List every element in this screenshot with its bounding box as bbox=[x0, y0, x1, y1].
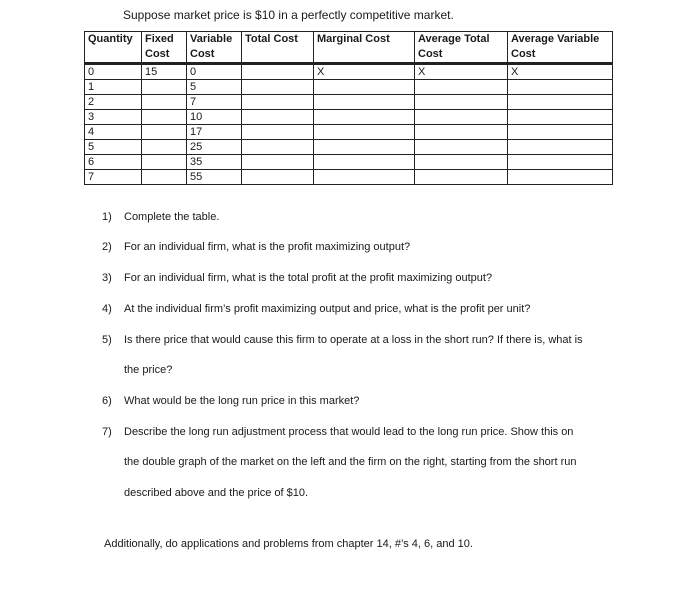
cell-average-total-cost bbox=[415, 110, 508, 125]
cell-quantity: 3 bbox=[85, 110, 142, 125]
cell-fixed-cost bbox=[142, 110, 187, 125]
cell-variable-cost: 55 bbox=[187, 170, 242, 185]
cell-fixed-cost bbox=[142, 170, 187, 185]
cell-total-cost bbox=[242, 155, 314, 170]
question-text-continued: described above and the price of $10. bbox=[124, 487, 309, 499]
cell-average-variable-cost bbox=[508, 155, 613, 170]
cell-average-variable-cost bbox=[508, 110, 613, 125]
table-row bbox=[85, 170, 613, 185]
cell-variable-cost: 10 bbox=[187, 110, 242, 125]
table-row bbox=[85, 140, 613, 155]
header-average-variable-cost: Average Variable Cost bbox=[508, 32, 613, 64]
cell-quantity: 2 bbox=[85, 95, 142, 110]
cell-average-variable-cost bbox=[508, 80, 613, 95]
table-row bbox=[85, 64, 613, 80]
cell-average-variable-cost: X bbox=[508, 64, 613, 80]
header-marginal-cost: Marginal Cost bbox=[314, 32, 415, 64]
cell-fixed-cost bbox=[142, 125, 187, 140]
question-text: Complete the table. bbox=[124, 211, 220, 223]
cell-total-cost bbox=[242, 110, 314, 125]
cell-fixed-cost: 15 bbox=[142, 64, 187, 80]
question-number: 7) bbox=[102, 426, 112, 438]
question-text-continued: the double graph of the market on the left and the firm on the right, starting from the short run bbox=[124, 456, 577, 468]
cell-marginal-cost bbox=[314, 95, 415, 110]
cell-total-cost bbox=[242, 140, 314, 155]
question-text: For an individual firm, what is the profit maximizing output? bbox=[124, 241, 411, 253]
cell-variable-cost: 5 bbox=[187, 80, 242, 95]
cell-quantity: 5 bbox=[85, 140, 142, 155]
cell-average-total-cost bbox=[415, 170, 508, 185]
table-row bbox=[85, 95, 613, 110]
cell-average-variable-cost bbox=[508, 170, 613, 185]
cell-average-total-cost: X bbox=[415, 64, 508, 80]
cell-quantity: 1 bbox=[85, 80, 142, 95]
table-row bbox=[85, 80, 613, 95]
cell-quantity: 6 bbox=[85, 155, 142, 170]
cell-variable-cost: 25 bbox=[187, 140, 242, 155]
cell-quantity: 4 bbox=[85, 125, 142, 140]
cell-variable-cost: 17 bbox=[187, 125, 242, 140]
question-number: 1) bbox=[102, 211, 112, 223]
additional-note: Additionally, do applications and problems from chapter 14, #’s 4, 6, and 10. bbox=[104, 538, 473, 550]
header-total-cost: Total Cost bbox=[242, 32, 314, 64]
table-header-row bbox=[85, 32, 613, 64]
question-text: Is there price that would cause this firm to operate at a loss in the short run? If there is, what is bbox=[124, 334, 583, 346]
header-variable-cost: Variable Cost bbox=[187, 32, 242, 64]
header-average-total-cost: Average Total Cost bbox=[415, 32, 508, 64]
question-text: Describe the long run adjustment process that would lead to the long run price. Show this on bbox=[124, 426, 574, 438]
question-text: At the individual firm’s profit maximizing output and price, what is the profit per unit? bbox=[124, 303, 531, 315]
question-text: For an individual firm, what is the total profit at the profit maximizing output? bbox=[124, 272, 493, 284]
cell-fixed-cost bbox=[142, 155, 187, 170]
cell-average-total-cost bbox=[415, 95, 508, 110]
cell-variable-cost: 0 bbox=[187, 64, 242, 80]
cell-quantity: 7 bbox=[85, 170, 142, 185]
cell-average-variable-cost bbox=[508, 95, 613, 110]
cell-total-cost bbox=[242, 125, 314, 140]
cell-fixed-cost bbox=[142, 95, 187, 110]
header-fixed-cost: Fixed Cost bbox=[142, 32, 187, 64]
cell-fixed-cost bbox=[142, 140, 187, 155]
question-text-continued: the price? bbox=[124, 364, 173, 376]
table-row bbox=[85, 155, 613, 170]
cell-marginal-cost: X bbox=[314, 64, 415, 80]
cell-average-total-cost bbox=[415, 140, 508, 155]
question-number: 6) bbox=[102, 395, 112, 407]
cell-average-variable-cost bbox=[508, 140, 613, 155]
intro-text: Suppose market price is $10 in a perfectly competitive market. bbox=[123, 8, 454, 22]
cell-variable-cost: 7 bbox=[187, 95, 242, 110]
cell-marginal-cost bbox=[314, 140, 415, 155]
cell-total-cost bbox=[242, 80, 314, 95]
cell-marginal-cost bbox=[314, 155, 415, 170]
cell-marginal-cost bbox=[314, 80, 415, 95]
cell-average-total-cost bbox=[415, 155, 508, 170]
header-quantity: Quantity bbox=[85, 32, 142, 64]
question-number: 5) bbox=[102, 334, 112, 346]
question-number: 2) bbox=[102, 241, 112, 253]
question-number: 4) bbox=[102, 303, 112, 315]
cell-marginal-cost bbox=[314, 125, 415, 140]
cell-average-total-cost bbox=[415, 80, 508, 95]
cell-marginal-cost bbox=[314, 170, 415, 185]
cell-fixed-cost bbox=[142, 80, 187, 95]
cell-variable-cost: 35 bbox=[187, 155, 242, 170]
cell-total-cost bbox=[242, 64, 314, 80]
cell-marginal-cost bbox=[314, 110, 415, 125]
cell-total-cost bbox=[242, 170, 314, 185]
cell-average-variable-cost bbox=[508, 125, 613, 140]
question-text: What would be the long run price in this market? bbox=[124, 395, 360, 407]
cell-average-total-cost bbox=[415, 125, 508, 140]
cell-quantity: 0 bbox=[85, 64, 142, 80]
cell-total-cost bbox=[242, 95, 314, 110]
table-row bbox=[85, 125, 613, 140]
question-number: 3) bbox=[102, 272, 112, 284]
table-row bbox=[85, 110, 613, 125]
cost-table bbox=[84, 31, 613, 185]
